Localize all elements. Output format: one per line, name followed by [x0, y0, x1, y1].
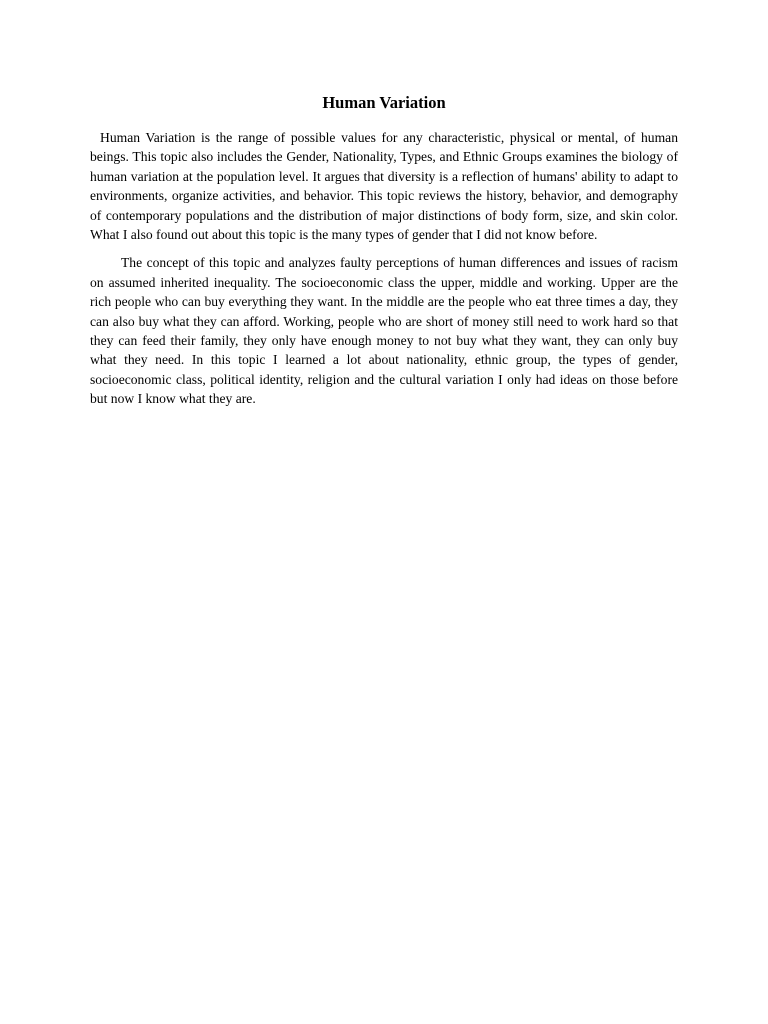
- document-title: Human Variation: [322, 93, 446, 112]
- paragraph-2: The concept of this topic and analyzes faulty perceptions of human differences and issues of racism on assumed inherited inequality. The socioeconomic class the upper, middle and working. Upper are the rich people who can buy everything they want. In the middle are the people who eat three times a day, they can also buy what they can afford. Working, people who are short of money still need to work hard so that they can feed their family, they only have enough money to not buy what they want, they can only buy what they need. In this topic I learned a lot about nationality, ethnic group, the types of gender, socioeconomic class, political identity, religion and the cultural variation I only had ideas on those before but now I know what they are.: [90, 255, 678, 407]
- paragraph-1: Human Variation is the range of possible values for any characteristic, physical or mental, of human beings. This topic also includes the Gender, Nationality, Types, and Ethnic Groups examines the biology of human variation at the population level. It argues that diversity is a reflection of humans' ability to adapt to environments, organize activities, and behavior. This topic reviews the history, behavior, and demography of contemporary populations and the distribution of major distinctions of body form, size, and skin color. What I also found out about this topic is the many types of gender that I did not know before.: [90, 130, 678, 243]
- document-body: [90, 128, 678, 418]
